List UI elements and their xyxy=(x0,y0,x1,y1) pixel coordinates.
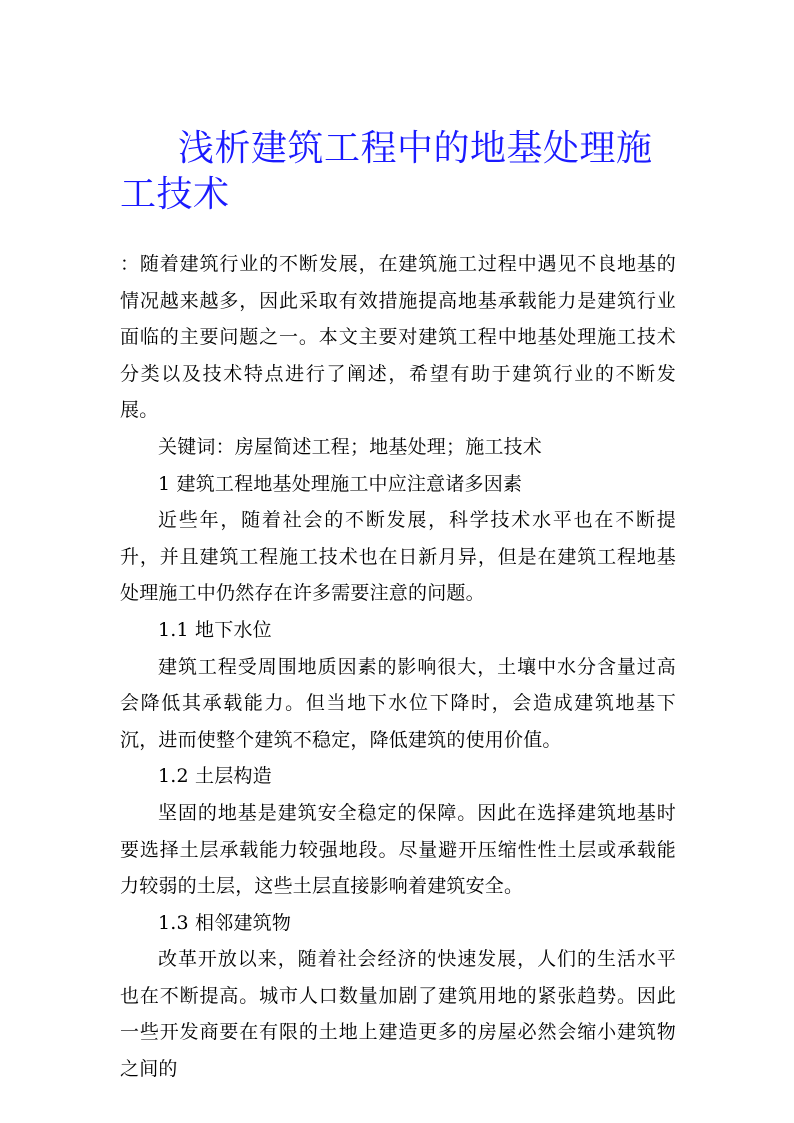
keywords-line: 关键词：房屋简述工程；地基处理；施工技术 xyxy=(158,435,543,458)
paragraph-1-3: 改革开放以来，随着社会经济的快速发展，人们的生活水平也在不断提高。城市人口数量加剧了建筑用地的紧张趋势。因此一些开发商要在有限的土地上建造更多的房屋必然会缩小建筑物之间的 xyxy=(120,948,676,1081)
document-body xyxy=(120,246,676,1088)
section-heading-1: 1 建筑工程地基处理施工中应注意诸多因素 xyxy=(158,472,523,495)
paragraph-1: 近些年，随着社会的不断发展，科学技术水平也在不断提升，并且建筑工程施工技术也在日新月异，但是在建筑工程地基处理施工中仍然存在许多需要注意的问题。 xyxy=(120,509,676,605)
abstract-paragraph: ：随着建筑行业的不断发展，在建筑施工过程中遇见不良地基的情况越来越多，因此采取有效措施提高地基承载能力是建筑行业面临的主要问题之一。本文主要对建筑工程中地基处理施工技术分类以及技术特点进行了阐述，希望有助于建筑行业的不断发展。 xyxy=(120,253,676,422)
paragraph-1-2: 坚固的地基是建筑安全稳定的保障。因此在选择建筑地基时要选择土层承载能力较强地段。尽量避开压缩性性土层或承载能力较弱的土层，这些土层直接影响着建筑安全。 xyxy=(120,801,676,898)
section-heading-1-1: 1.1 地下水位 xyxy=(158,618,272,641)
section-heading-1-3: 1.3 相邻建筑物 xyxy=(158,911,292,934)
paragraph-1-1: 建筑工程受周围地质因素的影响很大，土壤中水分含量过高会降低其承载能力。但当地下水位下降时，会造成建筑地基下沉，进而使整个建筑不稳定，降低建筑的使用价值。 xyxy=(120,655,676,751)
document-title: 浅析建筑工程中的地基处理施工技术 xyxy=(120,128,653,215)
section-heading-1-2: 1.2 土层构造 xyxy=(158,765,272,788)
